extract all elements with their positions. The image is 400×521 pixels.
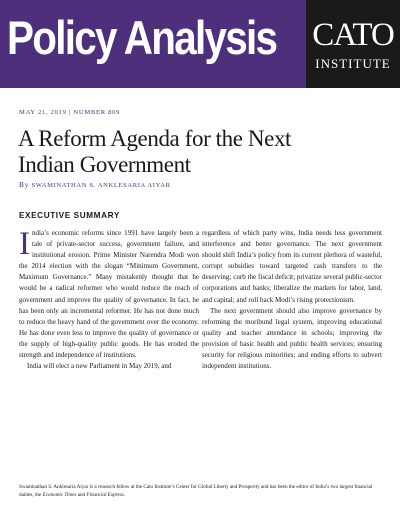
summary-paragraph-2: India will elect a new Parliament in May 2019, and — [27, 362, 172, 371]
summary-paragraph-1 — [19, 228, 199, 361]
section-heading: EXECUTIVE SUMMARY — [19, 211, 120, 220]
footer-bio: Swaminathan S. Anklesaria Aiyar is a research fellow at the Cato Institute’s Center for Global Liberty and Prosperity and has been the editor of India’s two largest financial dailies, the — [19, 484, 373, 498]
publication-meta — [19, 109, 120, 116]
footer-paper-2: Financial Express — [86, 491, 124, 498]
summary-paragraph-1-text: ndia’s economic reforms since 1991 have largely been a tale of private-sector success, government failure, and institutional erosion. Prime Minister Narendra Modi won the 2014 election with the slogan “Minimum Government, Maximum Governance.” Many mistakenly thought that he would be a radical reformer who would reduce the reach of government and improve the quality of governance. In fact, he has been only an incremental reformer. He has not done much to reduce the heavy hand of the government over the economy. He has done even less to improve the quality of governance or the supply of high-quality public goods. He has eroded the strength and independence of institutions. — [19, 229, 199, 360]
text-column-left — [19, 228, 199, 372]
drop-cap: I — [19, 226, 30, 262]
logo-subtitle: INSTITUTE — [315, 56, 391, 71]
document-title: A Reform Agenda for the Next Indian Government — [18, 126, 292, 177]
author-bio-footer — [19, 484, 381, 499]
author-name: SWAMINATHAN S. ANKLESARIA AIYAR — [31, 182, 171, 189]
meta-separator: | — [66, 109, 74, 116]
logo-wordmark: CATO — [312, 17, 394, 53]
footer-paper-1: Economic Times — [42, 491, 77, 498]
byline — [19, 180, 171, 189]
footer-end: . — [123, 491, 126, 498]
summary-paragraph-3: The next government should also improve governance by reforming the moribund legal system, improving educational quality and teacher attendance in schools; improving the provision of basic health and public health services; ensuring security for religious minorities; and ending efforts to subvert independent institutions. — [202, 306, 382, 371]
footer-conj: and — [76, 491, 87, 498]
publication-date: MAY 21, 2019 — [19, 109, 67, 116]
series-title: Policy Analysis — [7, 11, 277, 64]
byline-prefix: By — [19, 180, 32, 189]
summary-paragraph-2-continued: regardless of which party wins, India needs less government interference and better governance. The next government should shift India’s policy from its current plethora of wasteful, corrupt subsidies toward targeted cash transfers to the deserving; curb the fiscal deficit; privatize several public-sector corporations and banks; liberalize the markets for labor, land, and capital; and roll back Modi’s rising protectionism. — [202, 229, 382, 304]
publication-number: NUMBER 869 — [73, 109, 121, 116]
cato-logo — [306, 0, 400, 88]
header-banner — [0, 0, 400, 88]
text-column-right — [202, 228, 382, 372]
